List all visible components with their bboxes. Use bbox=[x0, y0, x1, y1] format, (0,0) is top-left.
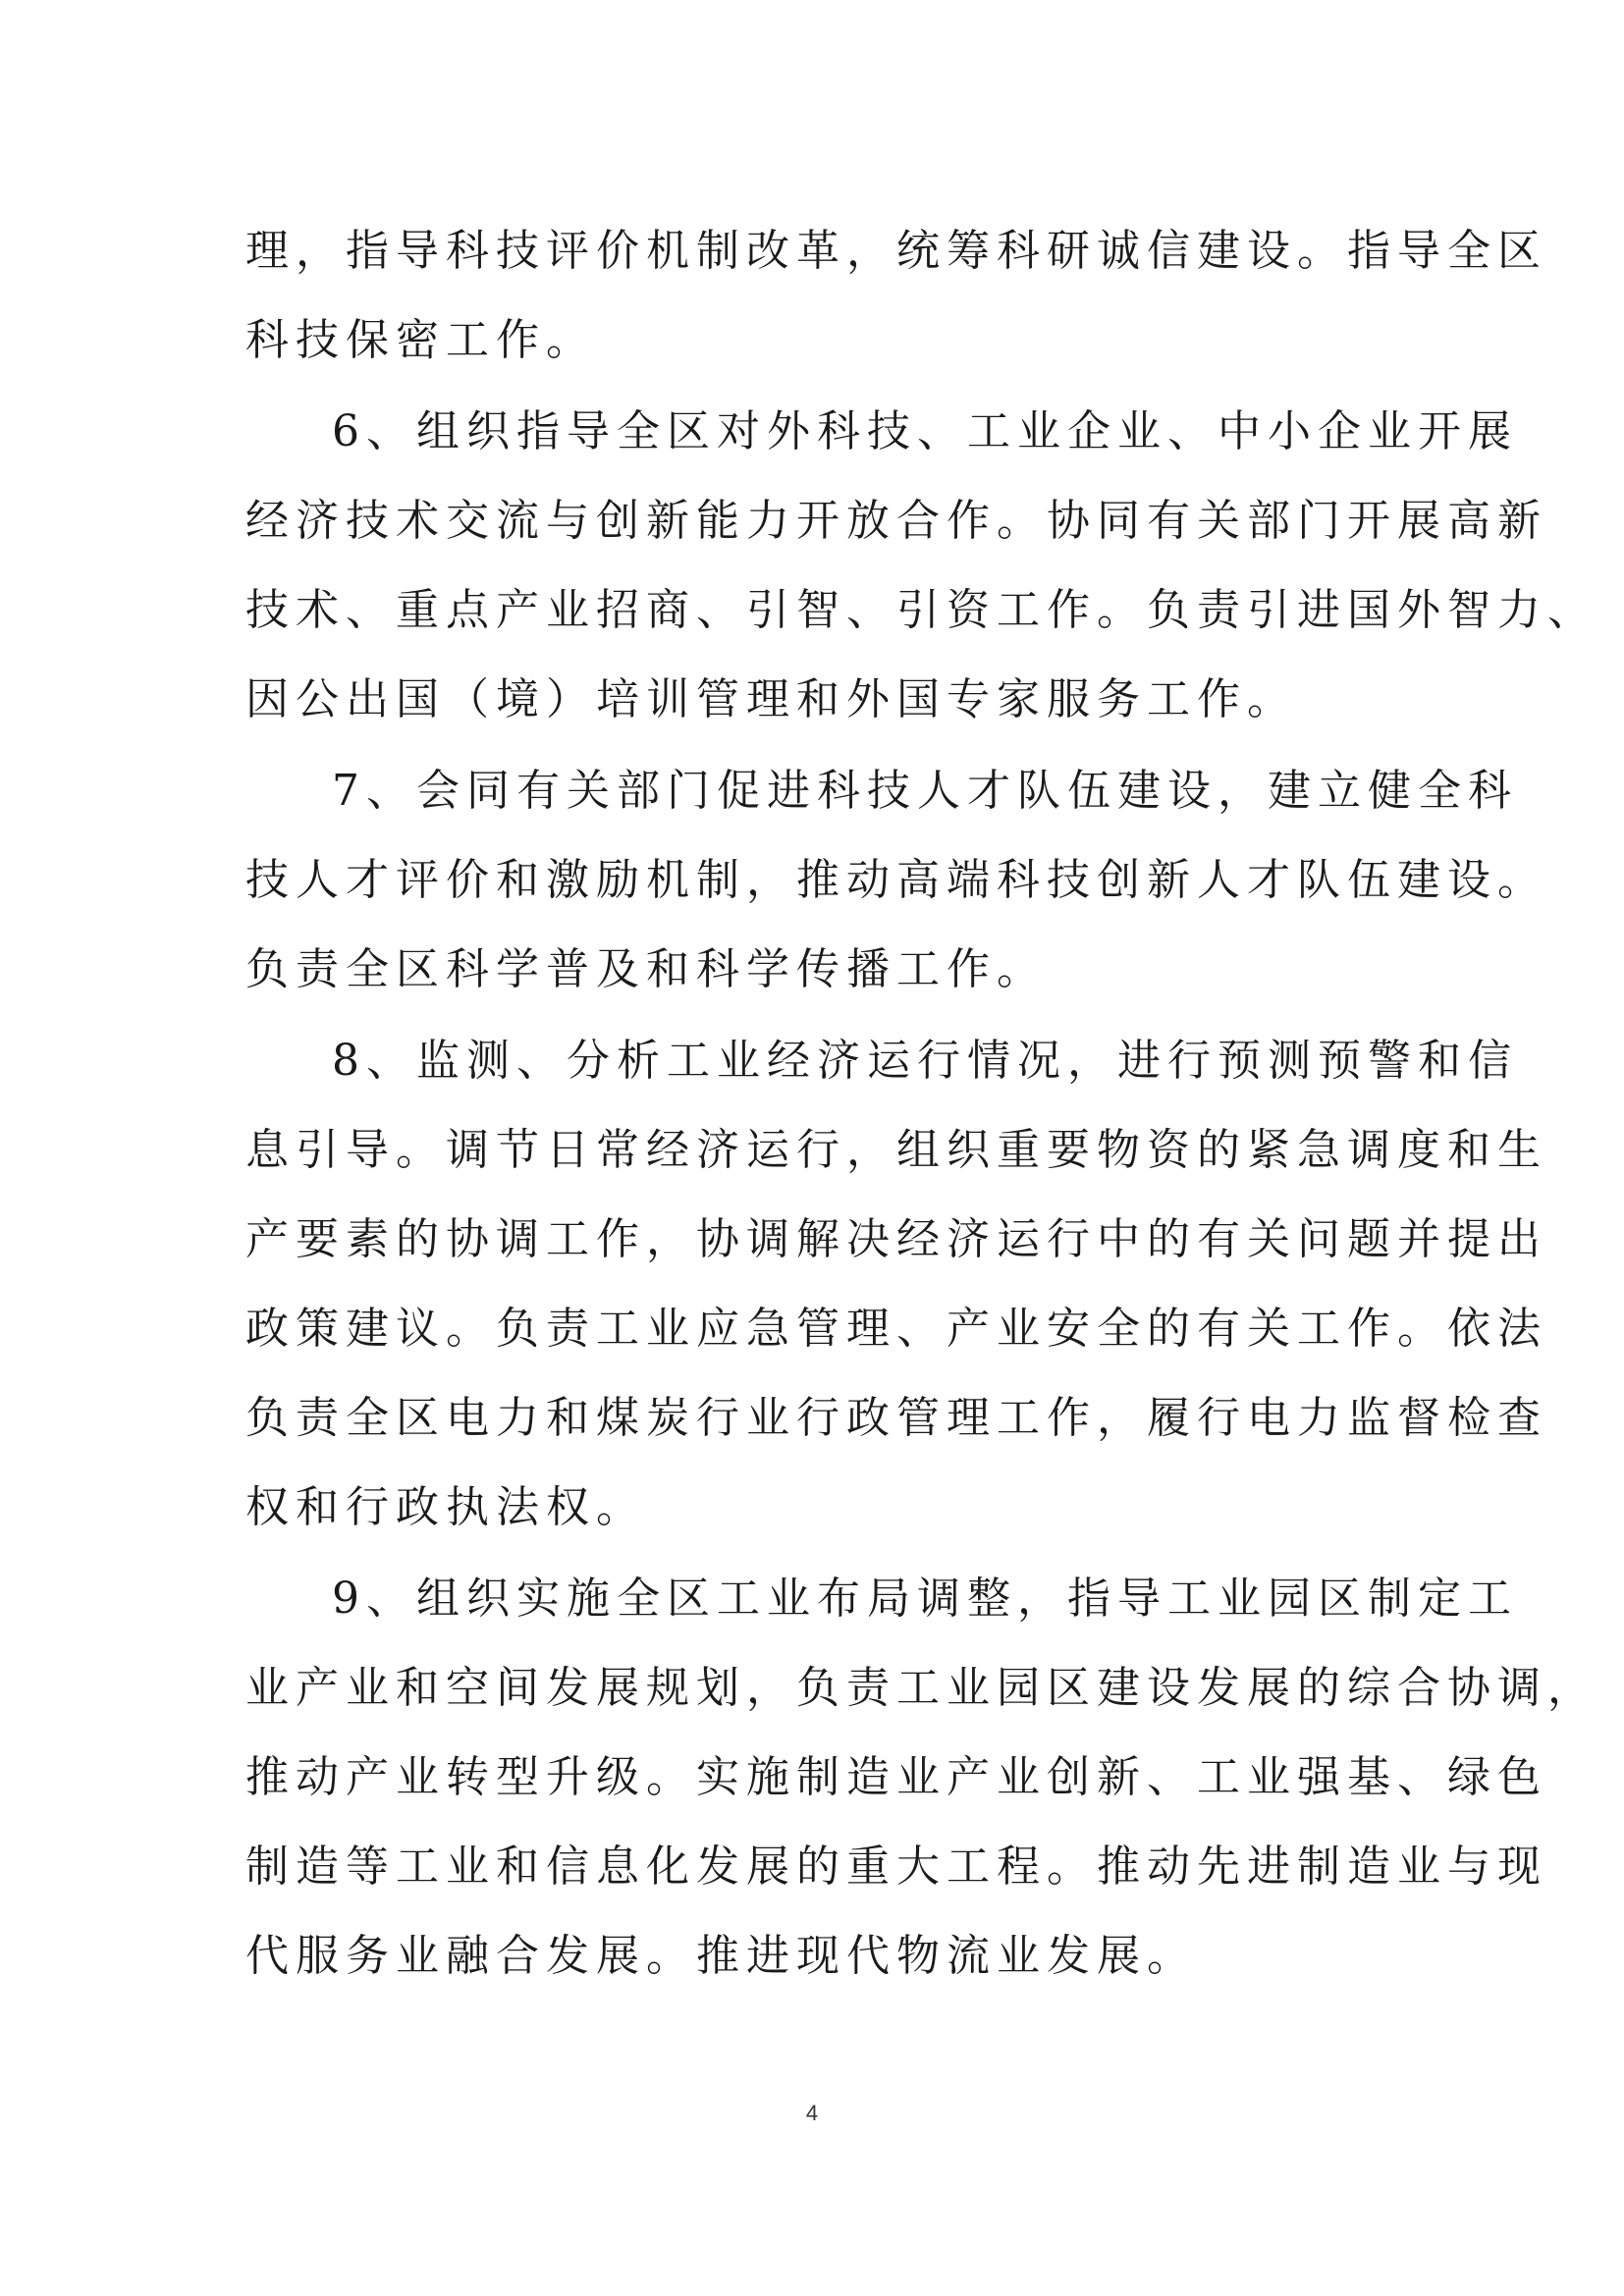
paragraph-9-first-line: 9、组织实施全区工业布局调整，指导工业园区制定工 bbox=[332, 1574, 1518, 1624]
page-number: 4 bbox=[805, 2101, 819, 2125]
text-line: 技术、重点产业招商、引智、引资工作。负责引进国外智力、 bbox=[245, 585, 1597, 635]
text-line: 产要素的协调工作，协调解决经济运行中的有关问题并提出 bbox=[245, 1214, 1547, 1264]
text-line: 负责全区电力和煤炭行业行政管理工作，履行电力监督检查 bbox=[245, 1393, 1547, 1443]
text-line: 技人才评价和激励机制，推动高端科技创新人才队伍建设。 bbox=[245, 855, 1547, 905]
text-line: 息引导。调节日常经济运行，组织重要物资的紧急调度和生 bbox=[245, 1125, 1547, 1175]
text-line: 政策建议。负责工业应急管理、产业安全的有关工作。依法 bbox=[245, 1304, 1547, 1354]
text-line: 科技保密工作。 bbox=[245, 315, 596, 365]
text-line: 制造等工业和信息化发展的重大工程。推动先进制造业与现 bbox=[245, 1842, 1547, 1892]
paragraph-6-first-line: 6、组织指导全区对外科技、工业企业、中小企业开展 bbox=[332, 406, 1518, 456]
text-line: 权和行政执法权。 bbox=[245, 1482, 646, 1532]
text-line: 理，指导科技评价机制改革，统筹科研诚信建设。指导全区 bbox=[245, 226, 1547, 276]
text-line: 经济技术交流与创新能力开放合作。协同有关部门开展高新 bbox=[245, 496, 1547, 546]
paragraph-8-first-line: 8、监测、分析工业经济运行情况，进行预测预警和信 bbox=[332, 1036, 1518, 1086]
text-line: 代服务业融合发展。推进现代物流业发展。 bbox=[245, 1931, 1197, 1981]
text-line: 业产业和空间发展规划，负责工业园区建设发展的综合协调， bbox=[245, 1663, 1597, 1713]
text-line: 因公出国（境）培训管理和外国专家服务工作。 bbox=[245, 674, 1297, 724]
paragraph-7-first-line: 7、会同有关部门促进科技人才队伍建设，建立健全科 bbox=[332, 766, 1518, 816]
text-line: 推动产业转型升级。实施制造业产业创新、工业强基、绿色 bbox=[245, 1752, 1547, 1802]
text-line: 负责全区科学普及和科学传播工作。 bbox=[245, 944, 1047, 994]
